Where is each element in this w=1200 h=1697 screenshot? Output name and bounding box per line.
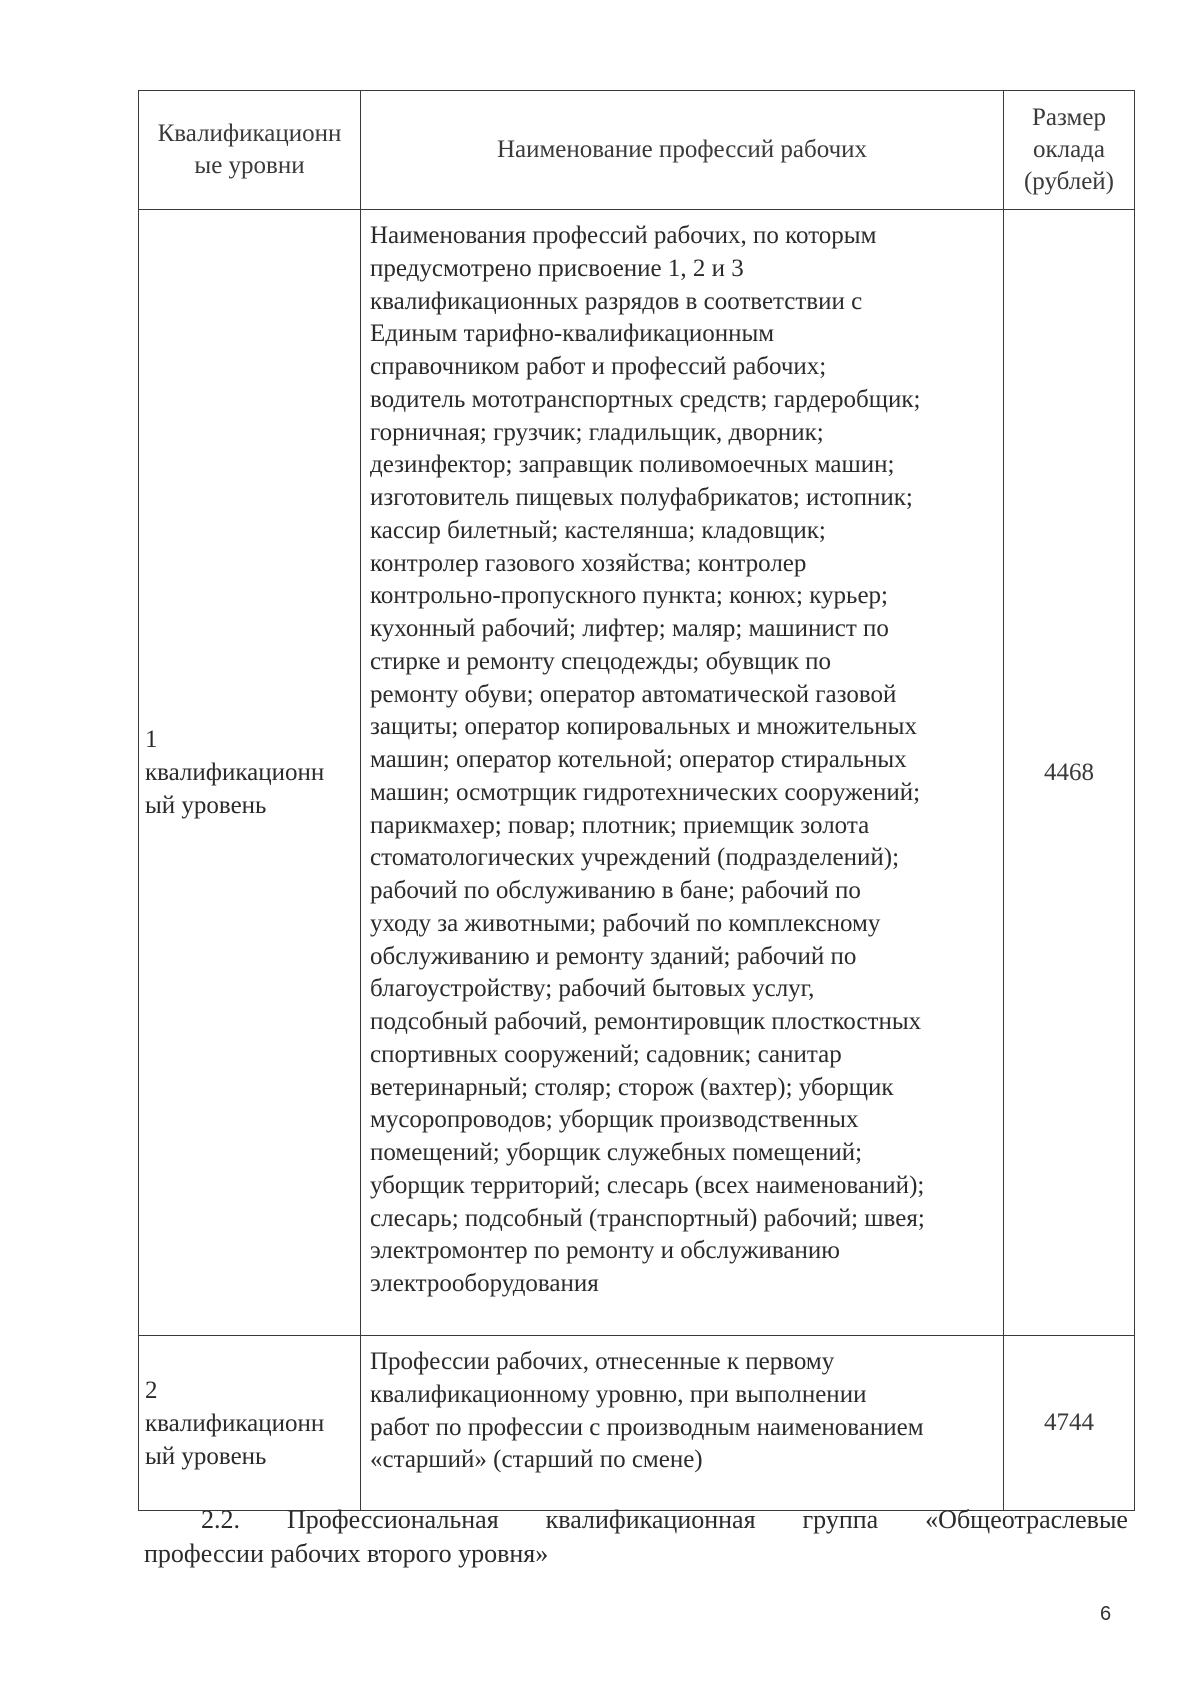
qualification-level-cell xyxy=(139,210,361,1336)
profession-line: благоустройству; рабочий бытовых услуг, xyxy=(370,975,815,1003)
header-salary xyxy=(1004,91,1135,210)
profession-line: Профессии рабочих, отнесенные к первому xyxy=(370,1348,835,1375)
table-header-row xyxy=(139,91,1135,210)
table-row xyxy=(139,210,1135,1336)
header-level-line-1: Квалификационн xyxy=(157,120,342,147)
page-number: 6 xyxy=(1100,1603,1112,1625)
profession-line: горничная; грузчик; гладильщик, дворник; xyxy=(370,418,824,446)
profession-line: стоматологических учреждений (подразделений); xyxy=(370,844,900,872)
level-label-line-1: квалификационн xyxy=(145,759,325,786)
level-label-line-2: ый уровень xyxy=(145,1442,267,1470)
profession-line: подсобный рабочий, ремонтировщик плосткостных xyxy=(370,1008,922,1035)
professions-cell xyxy=(361,210,1004,1336)
table-row xyxy=(139,1336,1135,1511)
profession-line: дезинфектор; заправщик поливомоечных машин; xyxy=(370,451,895,479)
level-label-line-2: ый уровень xyxy=(145,792,267,819)
profession-line: работ по профессии с производным наименованием xyxy=(370,1413,924,1441)
profession-line: защиты; оператор копировальных и множительных xyxy=(370,713,917,741)
profession-line: кассир билетный; кастелянша; кладовщик; xyxy=(370,516,826,544)
level-label-line-1: квалификационн xyxy=(145,1409,325,1437)
profession-line: контрольно-пропускного пункта; конюх; курьер; xyxy=(370,582,888,610)
paragraph-word: квалификационная xyxy=(545,1505,756,1534)
profession-line: парикмахер; повар; плотник; приемщик золота xyxy=(370,811,870,839)
profession-line: изготовитель пищевых полуфабрикатов; истопник; xyxy=(370,484,913,511)
header-profession-names: Наименование профессий рабочих xyxy=(361,91,1004,210)
header-salary-line-1: Размер xyxy=(1032,104,1106,131)
paragraph-word: группа xyxy=(802,1505,879,1534)
profession-line: Единым тарифно-квалификационным xyxy=(370,320,775,348)
profession-line: ремонту обуви; оператор автоматической газовой xyxy=(370,680,897,708)
paragraph-word: 2.2. xyxy=(201,1505,240,1534)
paragraph-line-2: профессии рабочих второго уровня» xyxy=(144,1539,549,1568)
paragraph-word: Профессиональная xyxy=(286,1505,499,1534)
profession-line: спортивных сооружений; садовник; санитар xyxy=(370,1040,842,1068)
profession-line: машин; оператор котельной; оператор стиральных xyxy=(370,746,907,773)
header-salary-line-2: оклада xyxy=(1032,136,1106,163)
section-paragraph xyxy=(144,1503,1128,1571)
profession-line: стирке и ремонту спецодежды; обувщик по xyxy=(370,647,832,675)
profession-line: Наименования профессий рабочих, по которым xyxy=(370,222,877,249)
salary-value: 4468 xyxy=(1004,210,1135,1336)
profession-line: кухонный рабочий; лифтер; маляр; машинист по xyxy=(370,615,889,642)
level-number: 1 xyxy=(145,726,158,753)
profession-line: квалификационному уровню, при выполнении xyxy=(370,1380,867,1408)
header-qualification-levels xyxy=(139,91,361,210)
profession-line: предусмотрено присвоение 1, 2 и 3 xyxy=(370,254,744,282)
profession-line: «старший» (старший по смене) xyxy=(370,1446,703,1474)
paragraph-word: «Общеотраслевые xyxy=(925,1505,1128,1534)
profession-line: слесарь; подсобный (транспортный) рабочий; швея; xyxy=(370,1204,925,1232)
profession-line: уходу за животными; рабочий по комплексному xyxy=(370,909,881,937)
professions-cell xyxy=(361,1336,1004,1511)
level-number: 2 xyxy=(145,1376,158,1404)
profession-line: мусоропроводов; уборщик производственных xyxy=(370,1106,859,1134)
profession-line: электромонтер по ремонту и обслуживанию xyxy=(370,1237,840,1265)
profession-line: квалификационных разрядов в соответствии с xyxy=(370,287,863,315)
profession-line: водитель мототранспортных средств; гардеробщик; xyxy=(370,385,921,413)
header-salary-line-3: (рублей) xyxy=(1023,168,1115,195)
profession-line: справочником работ и профессий рабочих; xyxy=(370,353,827,380)
profession-line: электрооборудования xyxy=(370,1270,599,1297)
profession-line: помещений; уборщик служебных помещений; xyxy=(370,1139,863,1166)
profession-line: обслуживанию и ремонту зданий; рабочий по xyxy=(370,942,857,970)
profession-line: уборщик территорий; слесарь (всех наименований); xyxy=(370,1171,925,1199)
salary-value: 4744 xyxy=(1004,1336,1135,1511)
header-level-line-2: ые уровни xyxy=(194,152,305,179)
paragraph-line-1 xyxy=(144,1503,1128,1537)
profession-line: рабочий по обслуживанию в бане; рабочий по xyxy=(370,877,861,904)
profession-line: машин; осмотрщик гидротехнических сооружений; xyxy=(370,778,921,806)
salary-table xyxy=(138,90,1135,1511)
profession-line: ветеринарный; столяр; сторож (вахтер); уборщик xyxy=(370,1073,894,1101)
profession-line: контролер газового хозяйства; контролер xyxy=(370,549,807,577)
qualification-level-cell xyxy=(139,1336,361,1511)
